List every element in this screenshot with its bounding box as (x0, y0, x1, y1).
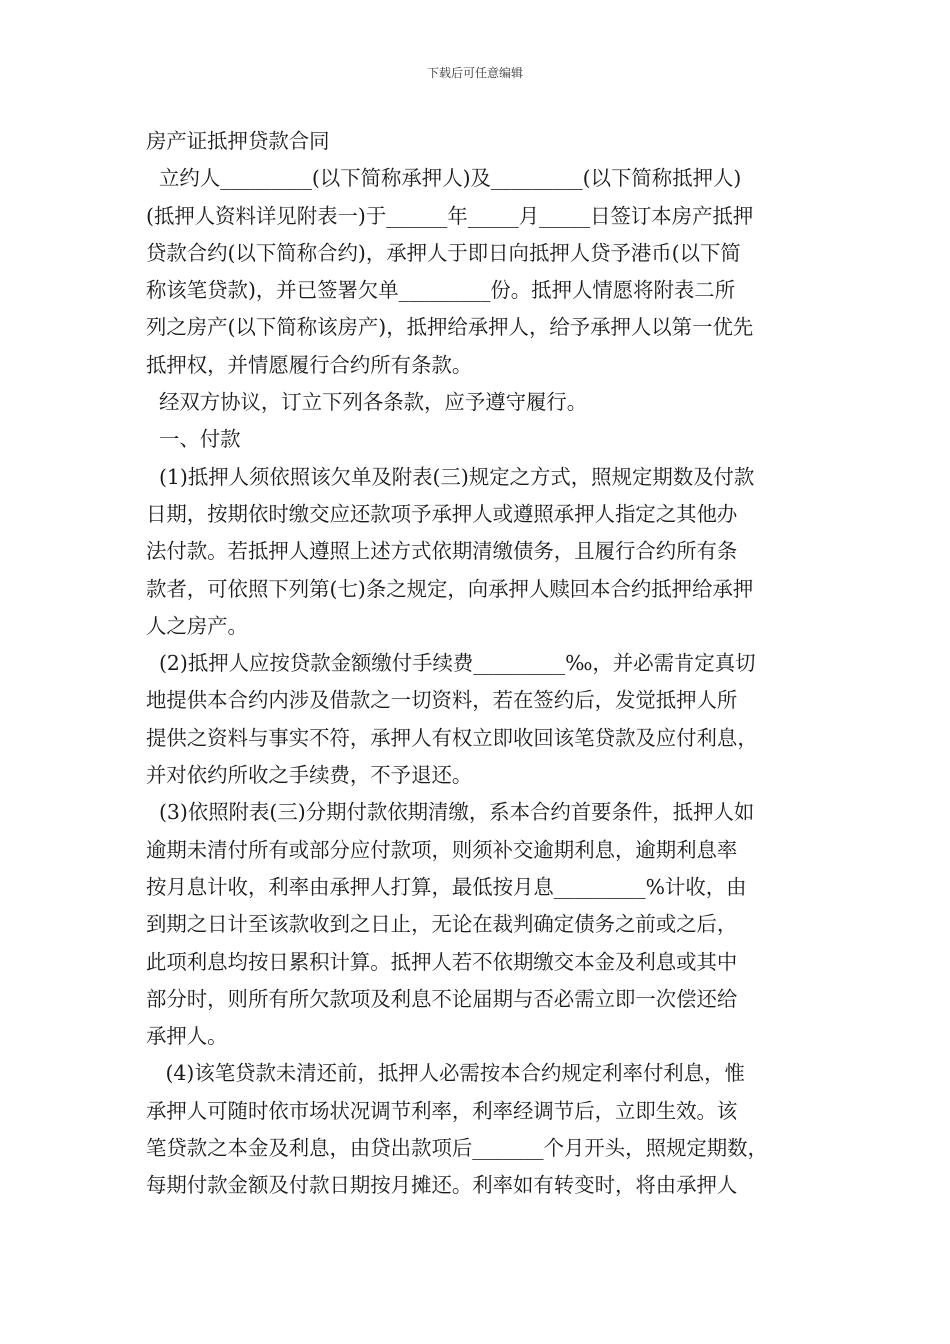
text-line: 到期之日计至该款收到之日止，无论在裁判确定债务之前或之后， (146, 912, 738, 937)
text-line: (抵押人资料详见附表一)于______年_____月_____日签订本房产抵押 (146, 203, 754, 228)
text-line: (4)该笔贷款未清还前，抵押人必需按本合约规定利率付利息，惟 (146, 1061, 745, 1086)
text-line: 承押人。 (146, 1024, 228, 1049)
document-title: 房产证抵押贷款合同 (146, 129, 330, 153)
text-line: 并对依约所收之手续费，不予退还。 (146, 763, 473, 788)
text-line: 人之房产。 (146, 613, 248, 638)
text-line: 承押人可随时依市场状况调节利率，利率经调节后，立即生效。该 (146, 1098, 738, 1123)
text-line: 部分时，则所有所欠款项及利息不论届期与否必需立即一次偿还给 (146, 986, 738, 1011)
text-line: 法付款。若抵押人遵照上述方式依期清缴债务，且履行合约所有条 (146, 539, 738, 564)
text-line: 此项利息均按日累积计算。抵押人若不依期缴交本金及利息或其中 (146, 949, 738, 974)
text-line: 笔贷款之本金及利息，由贷出款项后_______个月开头，照规定期数， (146, 1136, 768, 1161)
contract-body (146, 123, 814, 1205)
text-line: 称该笔贷款)，并已签署欠单_________份。抵押人情愿将附表二所 (146, 278, 736, 303)
text-line: 日期，按期依时缴交应还款项予承押人或遵照承押人指定之其他办 (146, 501, 738, 526)
page-header-note: 下载后可任意编辑 (426, 66, 523, 80)
text-line: 每期付款金额及付款日期按月摊还。利率如有转变时，将由承押人 (146, 1173, 738, 1198)
text-line: (2)抵押人应按贷款金额缴付手续费_________‰，并必需肯定真切 (146, 651, 756, 676)
text-line: (3)依照附表(三)分期付款依期清缴，系本合约首要条件，抵押人如 (146, 800, 755, 825)
text-line: (1)抵押人须依照该欠单及附表(三)规定之方式，照规定期数及付款 (146, 464, 755, 489)
text-line: 款者，可依照下列第(七)条之规定，向承押人赎回本合约抵押给承押 (146, 576, 754, 601)
text-line: 经双方协议，订立下列各条款，应予遵守履行。 (146, 390, 588, 415)
text-line: 地提供本合约内涉及借款之一切资料，若在签约后，发觉抵押人所 (146, 688, 738, 713)
text-line: 抵押权，并情愿履行合约所有条款。 (146, 352, 473, 377)
text-line: 贷款合约(以下简称合约)，承押人于即日向抵押人贷予港币(以下简 (146, 240, 741, 265)
text-line: 按月息计收，利率由承押人打算，最低按月息_________%计收，由 (146, 874, 747, 899)
section-heading: 一、付款 (146, 427, 241, 452)
text-line: 逾期未清付所有或部分应付款项，则须补交逾期利息，逾期利息率 (146, 837, 738, 862)
text-line: 立约人_________(以下简称承押人)及_________(以下简称抵押人) (146, 166, 742, 191)
text-line: 列之房产(以下简称该房产)，抵押给承押人，给予承押人以第一优先 (146, 315, 754, 340)
text-line: 提供之资料与事实不符，承押人有权立即收回该笔贷款及应付利息， (146, 725, 758, 750)
